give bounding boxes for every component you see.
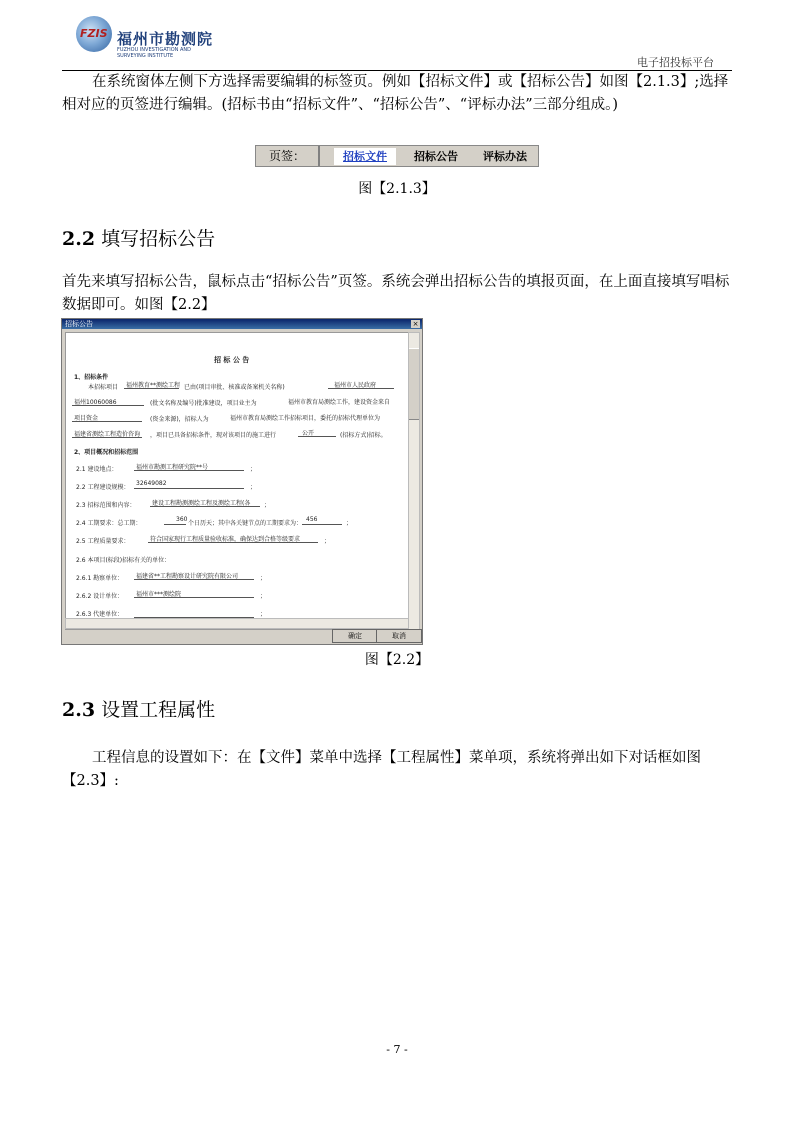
bid-announcement-dialog bbox=[61, 318, 423, 645]
approval-authority-field[interactable]: 福州市人民政府 bbox=[334, 382, 377, 389]
form-label: 本招标项目 bbox=[88, 384, 119, 391]
section-number: 2.3 bbox=[62, 699, 96, 721]
horizontal-scrollbar[interactable] bbox=[65, 618, 409, 629]
form-label: 2.2 工程建设规模： bbox=[76, 484, 130, 491]
approval-no-field[interactable]: 福州10060086 bbox=[74, 399, 117, 406]
vertical-scrollbar[interactable] bbox=[408, 332, 420, 632]
figure-caption-2-1-3: 图【2.1.3】 bbox=[358, 181, 436, 197]
form-label: (批文名称及编号)批准建设，项目业主为 bbox=[150, 400, 257, 407]
form-label: 2.1 建设地点： bbox=[76, 466, 118, 473]
dialog-form: 招 标 公 告 1、招标条件 本招标项目 福州教育**测绘工程 已由(项目审批、核准或备案机关名称) 福州市人民政府 福州10060086 (批文名称及编号)批准建设，项目业主为 福州市教育局测绘工作，建设资金来自 项目资金 (资金来源)，招标人为 福州市教育局测绘工作招标项目，委托的招标代理单位为 福建省测绘工程造价咨询 ，项目已具备招标条件，现对该项目的施工进行 公开 (招标方式)招标。 2、项目概况和招标范围 2.1 建设地点： 福州市勘测工程研究院**号 ； 2.2 工程建设规模： 32649082 ； 2.3 招标范围和内容： 建设工程勘测测绘工程及测绘工程(各 ； 2.4 工期要求：总工期： 360 个日历天；其中各关键节点的工期要求为： 456 ； 2.5 工程质量要求： 符合国家现行工程质量验收标准，确保达到合格等级要求 ； 2.6 本项目(标段)招标有关的单位： 2.6.1 勘察单位： 福建省**工程勘察设计研究院有限公司 ； 2.6.2 设计单位： 福州市***测绘院 ； 2.6.3 代建单位： ； bbox=[65, 332, 409, 630]
owner-field[interactable]: 福州市教育局测绘工作，建设资金来自 bbox=[288, 399, 391, 406]
section-2-2-paragraph: 首先来填写招标公告，鼠标点击“招标公告”页签。系统会弹出招标公告的填报页面，在上面直接填写唱标数据即可。如图【2.2】 bbox=[62, 274, 730, 313]
tab-bid-announcement[interactable]: 招标公告 bbox=[414, 150, 458, 163]
org-name: 福州市勘测院 bbox=[117, 30, 214, 48]
tender-method-field[interactable]: 公开 bbox=[302, 430, 315, 437]
section-number: 2.2 bbox=[62, 228, 96, 250]
intro-paragraph: 在系统窗体左侧下方选择需要编辑的标签页。例如【招标文件】或【招标公告】如图【2.1.3】;选择相对应的页签进行编辑。(招标书由“招标文件”、“招标公告”、“评标办法”三部分组成。) bbox=[62, 74, 729, 113]
tab-strip-figure bbox=[255, 145, 539, 167]
platform-name: 电子招投标平台 bbox=[637, 56, 714, 69]
form-label: 2.6 本项目(标段)招标有关的单位： bbox=[76, 557, 171, 564]
form-label: (资金来源)，招标人为 bbox=[150, 416, 209, 423]
form-label: 2.4 工期要求：总工期： bbox=[76, 520, 142, 527]
form-heading: 招 标 公 告 bbox=[214, 356, 250, 364]
logo-emblem: FZIS bbox=[76, 16, 112, 52]
scale-field[interactable]: 32649082 bbox=[136, 480, 167, 487]
milestone-field[interactable]: 456 bbox=[306, 516, 318, 523]
section-heading-2-3 bbox=[62, 695, 215, 722]
figure-caption-2-2: 图【2.2】 bbox=[364, 652, 430, 668]
form-section-2: 2、项目概况和招标范围 bbox=[74, 449, 139, 456]
form-section-1: 1、招标条件 bbox=[74, 374, 109, 381]
tab-bid-document[interactable]: 招标文件 bbox=[334, 148, 396, 165]
section-2-3-paragraph: 工程信息的设置如下：在【文件】菜单中选择【工程属性】菜单项，系统将弹出如下对话框如图【2.3】: bbox=[62, 750, 701, 789]
project-name-field[interactable]: 福州教育**测绘工程 bbox=[126, 382, 181, 389]
form-label: 已由(项目审批、核准或备案机关名称) bbox=[184, 384, 285, 391]
form-label: 2.6.1 勘察单位： bbox=[76, 575, 124, 582]
form-label: 2.6.3 代建单位： bbox=[76, 611, 124, 618]
form-label: 2.3 招标范围和内容： bbox=[76, 502, 136, 509]
form-label: 2.6.2 设计单位： bbox=[76, 593, 124, 600]
ok-button[interactable]: 确定 bbox=[332, 629, 378, 643]
form-label: (招标方式)招标。 bbox=[340, 432, 387, 439]
org-name-en: FUZHOU INVESTIGATION AND SURVEYING INSTITUTE bbox=[117, 47, 192, 59]
close-icon[interactable]: × bbox=[412, 320, 419, 328]
tenderer-field[interactable]: 福州市教育局测绘工作招标项目，委托的招标代理单位为 bbox=[230, 415, 381, 422]
tab-strip-label: 页签： bbox=[256, 146, 320, 166]
page-number: - 7 - bbox=[386, 1043, 408, 1056]
cancel-button[interactable]: 取消 bbox=[376, 629, 422, 643]
agency-field[interactable]: 福建省测绘工程造价咨询 bbox=[74, 431, 141, 438]
survey-unit-field[interactable]: 福建省**工程勘察设计研究院有限公司 bbox=[136, 573, 239, 580]
duration-field[interactable]: 360 bbox=[176, 516, 188, 523]
location-field[interactable]: 福州市勘测工程研究院**号 bbox=[136, 464, 209, 471]
form-label: 2.5 工程质量要求： bbox=[76, 538, 130, 545]
form-label: ，项目已具备招标条件，现对该项目的施工进行 bbox=[150, 432, 277, 439]
design-unit-field[interactable]: 福州市***测绘院 bbox=[136, 591, 182, 598]
quality-field[interactable]: 符合国家现行工程质量验收标准，确保达到合格等级要求 bbox=[150, 536, 301, 543]
dialog-title: 招标公告 bbox=[65, 320, 93, 328]
tab-evaluation-method[interactable]: 评标办法 bbox=[483, 150, 527, 163]
fund-source-field[interactable]: 项目资金 bbox=[74, 415, 99, 422]
section-title: 填写招标公告 bbox=[101, 228, 216, 250]
scope-field[interactable]: 建设工程勘测测绘工程及测绘工程(各 bbox=[152, 500, 251, 507]
form-label: 个日历天；其中各关键节点的工期要求为： bbox=[188, 520, 303, 527]
section-title: 设置工程属性 bbox=[101, 699, 216, 721]
scrollbar-thumb[interactable] bbox=[409, 348, 419, 420]
dialog-titlebar bbox=[62, 319, 422, 329]
section-heading-2-2 bbox=[62, 224, 215, 251]
